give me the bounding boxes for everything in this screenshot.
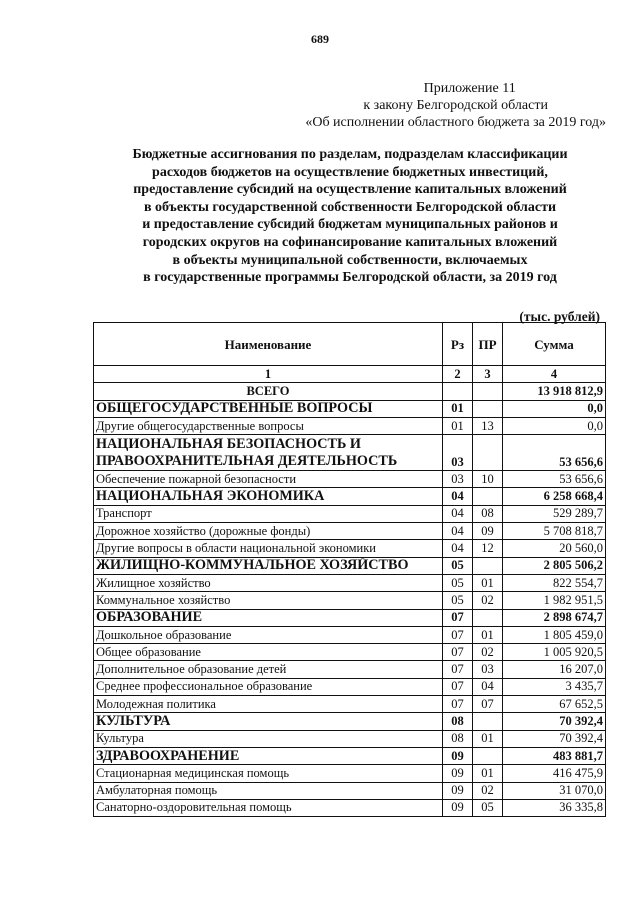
rz-cell: 05: [443, 574, 473, 591]
rz-cell: 07: [443, 609, 473, 626]
name-cell: Обеспечение пожарной безопасности: [94, 471, 443, 488]
sum-cell: 36 335,8: [503, 799, 606, 816]
units-label: (тыс. рублей): [519, 309, 600, 324]
pr-cell: [473, 609, 503, 626]
name-cell: Среднее профессиональное образование: [94, 678, 443, 695]
sum-cell: 416 475,9: [503, 765, 606, 782]
table-row: [94, 678, 606, 695]
rz-cell: 09: [443, 747, 473, 764]
pr-cell: 01: [473, 626, 503, 643]
sum-cell: 822 554,7: [503, 574, 606, 591]
table-row: [94, 592, 606, 609]
rz-cell: 04: [443, 523, 473, 540]
name-cell: ОБРАЗОВАНИЕ: [94, 609, 443, 626]
rz-cell: 01: [443, 417, 473, 434]
pr-cell: 09: [473, 523, 503, 540]
title-line: в объекты муниципальной собственности, включаемых: [172, 252, 528, 268]
pr-cell: [473, 488, 503, 505]
pr-cell: [473, 435, 503, 471]
title-line: Бюджетные ассигнования по разделам, подразделам классификации: [132, 147, 568, 162]
name-cell: Дошкольное образование: [94, 626, 443, 643]
sum-cell: 70 392,4: [503, 713, 606, 730]
column-number: 3: [473, 366, 503, 383]
name-cell: ОБЩЕГОСУДАРСТВЕННЫЕ ВОПРОСЫ: [94, 400, 443, 417]
pr-cell: 01: [473, 730, 503, 747]
rz-cell: 05: [443, 557, 473, 574]
sum-cell: 2 805 506,2: [503, 557, 606, 574]
name-cell: Общее образование: [94, 644, 443, 661]
pr-cell: 02: [473, 592, 503, 609]
table-row: [94, 435, 606, 471]
rz-cell: 01: [443, 400, 473, 417]
column-number: 4: [503, 366, 606, 383]
table-row: [94, 471, 606, 488]
appendix-header: [305, 80, 606, 131]
title-line: городских округов на софинансирование капитальных вложений: [142, 234, 558, 250]
table-row: [94, 557, 606, 574]
pr-cell: 04: [473, 678, 503, 695]
sum-cell: 1 982 951,5: [503, 592, 606, 609]
name-cell: Стационарная медицинская помощь: [94, 765, 443, 782]
name-cell: ЗДРАВООХРАНЕНИЕ: [94, 747, 443, 764]
name-cell: Дополнительное образование детей: [94, 661, 443, 678]
name-cell: Молодежная политика: [94, 696, 443, 713]
rz-cell: 07: [443, 644, 473, 661]
pr-cell: 02: [473, 782, 503, 799]
appendix-number: Приложение 11: [423, 81, 516, 96]
rz-cell: 09: [443, 799, 473, 816]
pr-cell: 10: [473, 471, 503, 488]
name-cell: Санаторно-оздоровительная помощь: [94, 799, 443, 816]
header-rz: Рз: [443, 323, 473, 366]
rz-cell: 07: [443, 678, 473, 695]
rz-cell: 04: [443, 488, 473, 505]
rz-cell: 03: [443, 471, 473, 488]
pr-cell: [473, 713, 503, 730]
sum-cell: 0,0: [503, 400, 606, 417]
sum-cell: 5 708 818,7: [503, 523, 606, 540]
name-cell: Коммунальное хозяйство: [94, 592, 443, 609]
table-row: [94, 765, 606, 782]
table-row: [94, 540, 606, 557]
sum-cell: 529 289,7: [503, 505, 606, 522]
table-row: [94, 574, 606, 591]
column-number: 2: [443, 366, 473, 383]
name-cell: Жилищное хозяйство: [94, 574, 443, 591]
table-header-row: [94, 323, 606, 366]
name-cell: КУЛЬТУРА: [94, 713, 443, 730]
rz-cell: 03: [443, 435, 473, 471]
sum-cell: 0,0: [503, 417, 606, 434]
rz-cell: [443, 383, 473, 400]
rz-cell: 07: [443, 696, 473, 713]
sum-cell: 483 881,7: [503, 747, 606, 764]
pr-cell: 01: [473, 574, 503, 591]
table-row: [94, 799, 606, 816]
pr-cell: 12: [473, 540, 503, 557]
name-cell: Амбулаторная помощь: [94, 782, 443, 799]
sum-cell: 16 207,0: [503, 661, 606, 678]
rz-cell: 09: [443, 782, 473, 799]
appendix-law-title: «Об исполнении областного бюджета за 2019 год»: [305, 115, 606, 130]
table-row: [94, 383, 606, 400]
table-row: [94, 523, 606, 540]
pr-cell: 01: [473, 765, 503, 782]
pr-cell: 08: [473, 505, 503, 522]
pr-cell: [473, 747, 503, 764]
sum-cell: 6 258 668,4: [503, 488, 606, 505]
sum-cell: 53 656,6: [503, 471, 606, 488]
table-row: [94, 626, 606, 643]
pr-cell: [473, 557, 503, 574]
sum-cell: 1 805 459,0: [503, 626, 606, 643]
header-pr: ПР: [473, 323, 503, 366]
sum-cell: 67 652,5: [503, 696, 606, 713]
column-number-row: [94, 366, 606, 383]
sum-cell: 13 918 812,9: [503, 383, 606, 400]
table-row: [94, 696, 606, 713]
pr-cell: 13: [473, 417, 503, 434]
header-sum: Сумма: [503, 323, 606, 366]
name-cell: Культура: [94, 730, 443, 747]
title-line: предоставление субсидий на осуществление капитальных вложений: [133, 182, 567, 198]
sum-cell: 70 392,4: [503, 730, 606, 747]
name-cell: Дорожное хозяйство (дорожные фонды): [94, 523, 443, 540]
title-line: в государственные программы Белгородской области, за 2019 год: [143, 270, 557, 286]
sum-cell: 2 898 674,7: [503, 609, 606, 626]
table-row: [94, 505, 606, 522]
sum-cell: 31 070,0: [503, 782, 606, 799]
name-cell: Другие общегосударственные вопросы: [94, 417, 443, 434]
table-row: [94, 417, 606, 434]
table-row: [94, 609, 606, 626]
sum-cell: 3 435,7: [503, 678, 606, 695]
rz-cell: 04: [443, 540, 473, 557]
pr-cell: [473, 400, 503, 417]
title-line: в объекты государственной собственности Белгородской области: [143, 199, 557, 215]
pr-cell: 05: [473, 799, 503, 816]
budget-table: [93, 322, 606, 817]
rz-cell: 08: [443, 730, 473, 747]
table-row: [94, 661, 606, 678]
page-number: 689: [311, 32, 329, 46]
header-name: Наименование: [94, 323, 443, 366]
name-cell: ЖИЛИЩНО-КОММУНАЛЬНОЕ ХОЗЯЙСТВО: [94, 557, 443, 574]
rz-cell: 08: [443, 713, 473, 730]
title-line: и предоставление субсидий бюджетам муниципальных районов и: [142, 217, 558, 233]
table-row: [94, 782, 606, 799]
rz-cell: 04: [443, 505, 473, 522]
table-row: [94, 713, 606, 730]
pr-cell: [473, 383, 503, 400]
table-row: [94, 644, 606, 661]
name-cell: НАЦИОНАЛЬНАЯ ЭКОНОМИКА: [94, 488, 443, 505]
document-title: [90, 146, 610, 287]
rz-cell: 07: [443, 661, 473, 678]
sum-cell: 20 560,0: [503, 540, 606, 557]
rz-cell: 07: [443, 626, 473, 643]
sum-cell: 53 656,6: [503, 435, 606, 471]
appendix-law: к закону Белгородской области: [363, 98, 548, 113]
rz-cell: 05: [443, 592, 473, 609]
name-cell: ВСЕГО: [94, 383, 443, 400]
name-cell: НАЦИОНАЛЬНАЯ БЕЗОПАСНОСТЬ И ПРАВООХРАНИТЕЛЬНАЯ ДЕЯТЕЛЬНОСТЬ: [94, 435, 443, 471]
title-line: расходов бюджетов на осуществление бюджетных инвестиций,: [152, 164, 548, 180]
pr-cell: 03: [473, 661, 503, 678]
pr-cell: 07: [473, 696, 503, 713]
sum-cell: 1 005 920,5: [503, 644, 606, 661]
name-cell: Транспорт: [94, 505, 443, 522]
table-row: [94, 730, 606, 747]
table-row: [94, 747, 606, 764]
rz-cell: 09: [443, 765, 473, 782]
column-number: 1: [94, 366, 443, 383]
table-row: [94, 488, 606, 505]
table-row: [94, 400, 606, 417]
pr-cell: 02: [473, 644, 503, 661]
name-cell: Другие вопросы в области национальной экономики: [94, 540, 443, 557]
